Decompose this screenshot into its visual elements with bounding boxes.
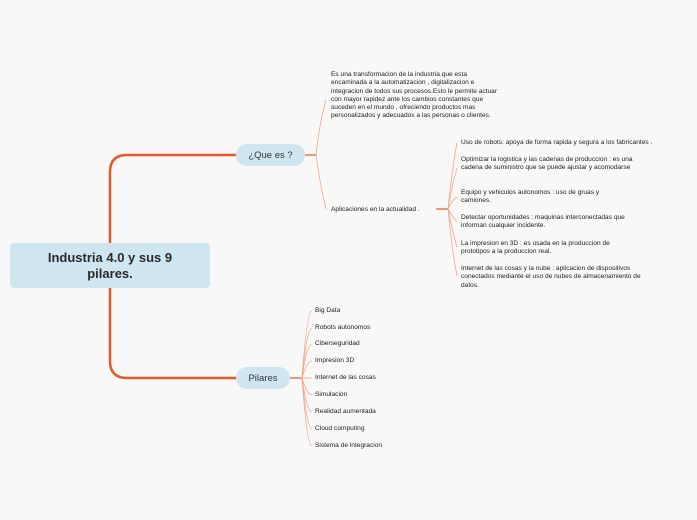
aplicacion-item: La impresion en 3D : es usada en la produccion de prototipos a la produccion real. — [461, 240, 610, 256]
aplicacion-item: Detectar oportunidades : maquinas interconectadas que informan cualquier incidente. — [461, 214, 625, 230]
connector-que-aplicaciones — [316, 155, 326, 209]
pilar-item: Ciberseguridad — [315, 340, 360, 347]
root-node[interactable] — [10, 243, 210, 288]
connector-que-definition — [316, 100, 326, 155]
branch-que-es[interactable] — [236, 144, 305, 166]
connector-root-que — [110, 155, 236, 243]
definition-text: Es una transformacion de la industria que esta encaminada a la automatizacion , digitalizacion e integracion de todos sus procesos.Esto le permite actuar con mayor rapidez ante los cambios constantes que suceden en el mundo , ofreciendo productos mas personalizados y adecuados a las personas o clientes. — [331, 71, 498, 120]
branch-pilares[interactable] — [236, 367, 290, 389]
aplicacion-item: Equipo y vehiculos autonomos : uso de gruas y camiones. — [461, 189, 600, 205]
pilar-item: Simulacion — [315, 391, 348, 398]
connector-root-pilares — [110, 288, 236, 378]
pilar-item: Impresion 3D — [315, 357, 355, 364]
connector-aplic-5 — [448, 209, 457, 247]
branch-pilares-label: Pilares — [248, 372, 278, 384]
pilar-item: Realidad aumentada — [315, 408, 376, 415]
branch-que-es-label: ¿Que es ? — [248, 149, 293, 161]
aplicacion-item: Uso de robots: apoya de forma rapida y segura a los fabricantes . — [461, 139, 653, 146]
pilar-item: Big Data — [315, 307, 341, 314]
aplicacion-item: Optimizar la logistica y las cadenas de produccion : es una cadena de suministro que se puede ajustar y acomodarse — [461, 156, 633, 172]
aplicaciones-label: Aplicaciones en la actualidad . — [331, 206, 420, 213]
pilar-item: Sistema de integracion — [315, 442, 383, 449]
aplicacion-item: Internet de las cosas y la nube : aplicacion de dispositivos conectados mediante el uso de nubes de almacenamiento de datos. — [461, 265, 641, 289]
connector-aplic-2 — [448, 168, 457, 209]
pilar-item: Robots autonomos — [315, 324, 371, 331]
pilar-item: Cloud computing — [315, 425, 365, 432]
root-label: Industria 4.0 y sus 9 pilares. — [47, 249, 173, 281]
pilar-item: Internet de las cosas — [315, 374, 376, 381]
